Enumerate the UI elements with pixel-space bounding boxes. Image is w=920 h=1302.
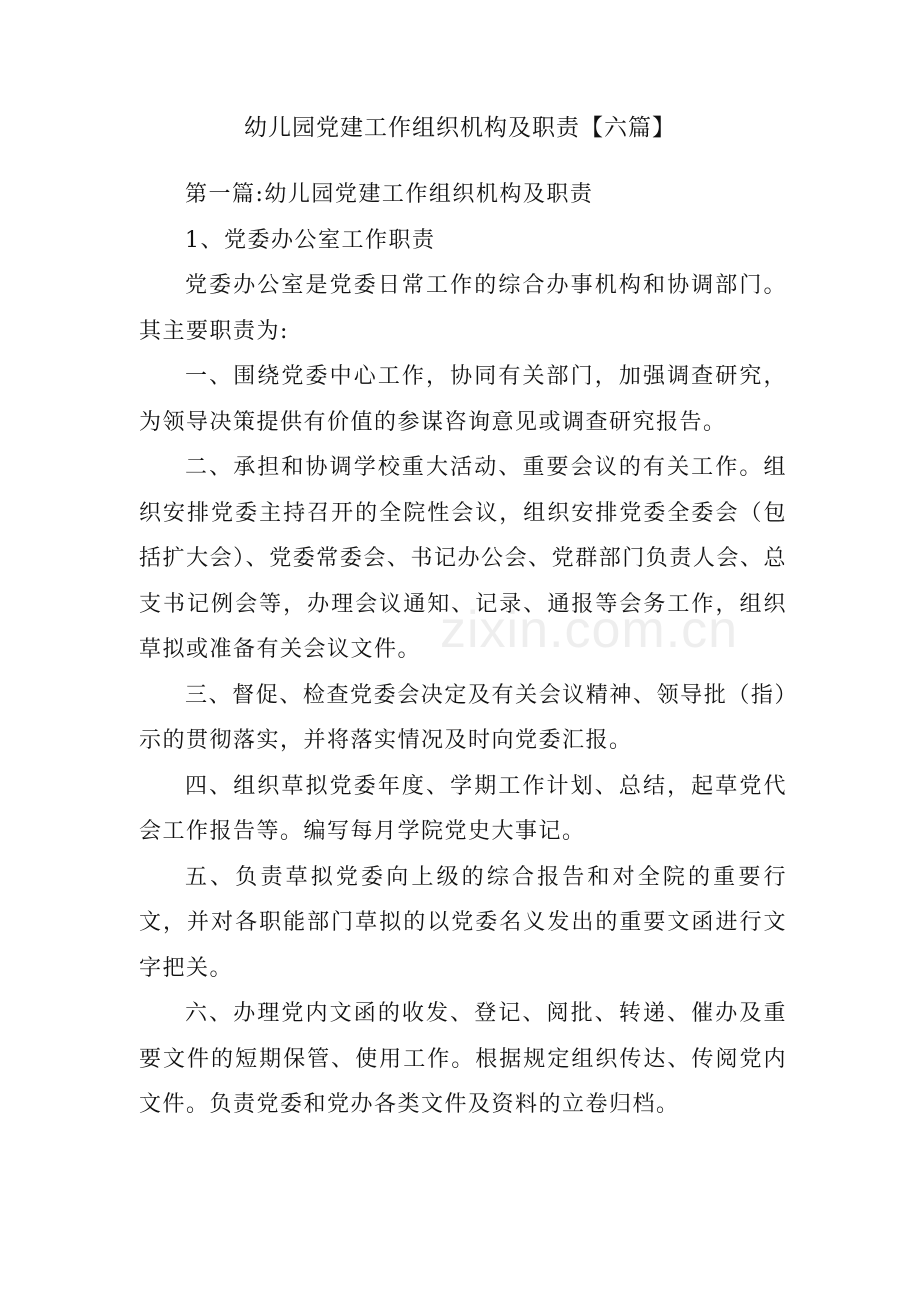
- paragraph-duty-6: 六、办理党内文函的收发、登记、阅批、转递、催办及重要文件的短期保管、使用工作。根据规定组织传达、传阅党内文件。负责党委和党办各类文件及资料的立卷归档。: [139, 1001, 787, 1117]
- paragraph-duty-4: 四、组织草拟党委年度、学期工作计划、总结，起草党代会工作报告等。编写每月学院党史大事记。: [139, 773, 787, 844]
- document-body: [139, 172, 787, 1128]
- document-title: 幼儿园党建工作组织机构及职责【六篇】: [244, 115, 676, 141]
- subheading: 1、党委办公室工作职责: [185, 227, 436, 253]
- section-heading: 第一篇:幼儿园党建工作组织机构及职责: [185, 182, 594, 207]
- paragraph-duty-5: 五、负责草拟党委向上级的综合报告和对全院的重要行文，并对各职能部门草拟的以党委名义发出的重要文函进行文字把关。: [139, 864, 787, 981]
- watermark: zixin.com.cn: [440, 601, 739, 659]
- paragraph-intro: 党委办公室是党委日常工作的综合办事机构和协调部门。其主要职责为:: [139, 273, 787, 344]
- paragraph-duty-3: 三、督促、检查党委会决定及有关会议精神、领导批（指）示的贯彻落实，并将落实情况及时向党委汇报。: [139, 682, 787, 753]
- paragraph-duty-2: 二、承担和协调学校重大活动、重要会议的有关工作。组织安排党委主持召开的全院性会议，组织安排党委全委会（包括扩大会）、党委常委会、书记办公会、党群部门负责人会、总支书记例会等，办理会议通知、记录、通报等会务工作，组织草拟或准备有关会议文件。: [139, 455, 787, 662]
- paragraph-duty-1: 一、围绕党委中心工作，协同有关部门，加强调查研究，为领导决策提供有价值的参谋咨询意见或调查研究报告。: [139, 364, 787, 435]
